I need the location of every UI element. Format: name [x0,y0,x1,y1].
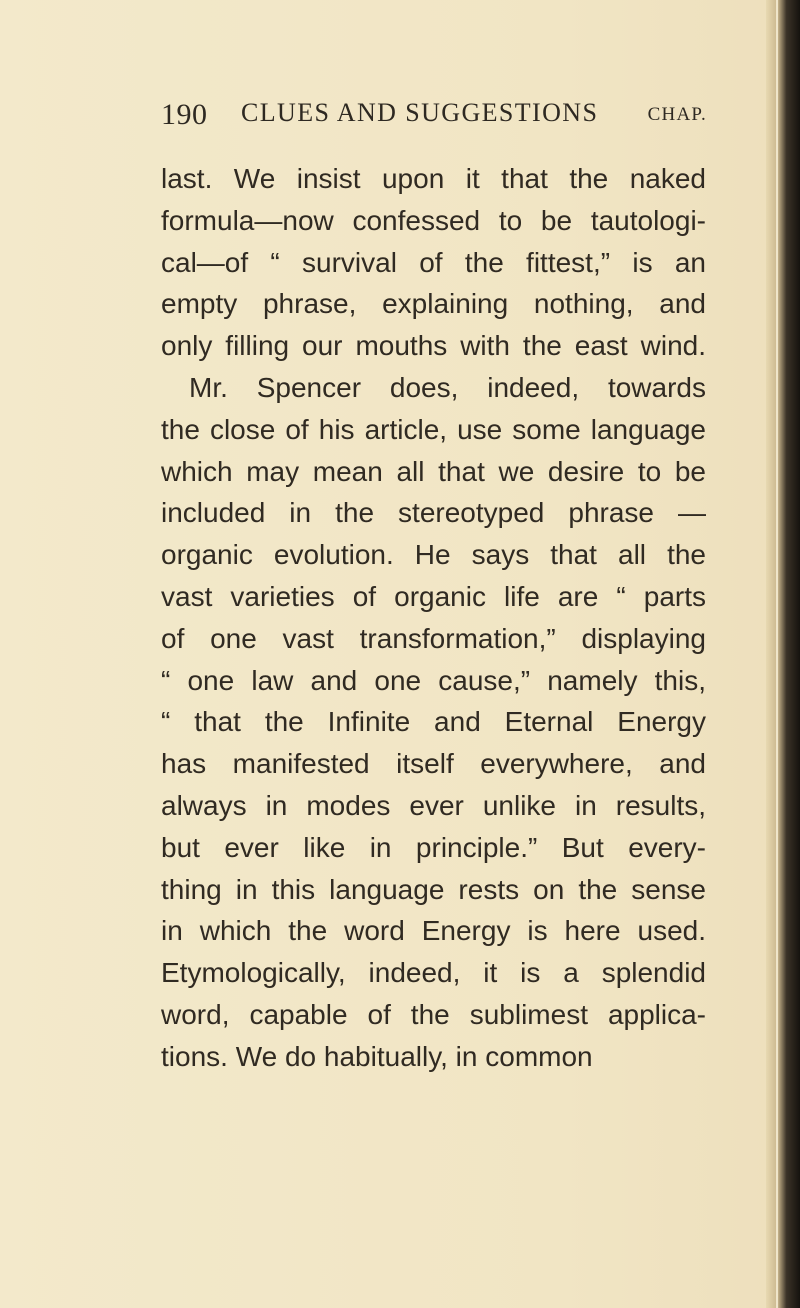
chapter-label: CHAP. [647,104,707,125]
text-line: last. We insist upon it that the naked [161,163,706,194]
text-line: thing in this language rests on the sense [161,873,706,905]
running-head: CLUES AND SUGGESTIONS [241,98,599,127]
page-number: 190 [161,98,208,131]
text-line-last: tions. We do habitually, in common [161,1040,593,1072]
page-header [161,98,707,142]
body-text [161,158,706,1078]
text-line: organic evolution. He says that all the [161,539,706,571]
text-line: empty phrase, explaining nothing, and [161,288,706,320]
text-line: vast varieties of organic life are “ parts [161,580,706,612]
text-line: “ that the Infinite and Eternal Energy [161,706,706,738]
text-line: cal—of “ survival of the fittest,” is an [161,246,706,278]
text-line: has manifested itself everywhere, and [161,748,706,780]
text-line: of one vast transformation,” displaying [161,622,706,654]
text-line: in which the word Energy is here used. [161,915,706,947]
text-line: which may mean all that we desire to be [161,455,706,487]
text-line: always in modes ever unlike in results, [161,789,706,821]
text-line: Etymologically, indeed, it is a splendid [161,957,706,989]
page-binding-edge [766,0,800,1308]
text-line: but ever like in principle.” But every- [161,831,706,863]
text-line: formula—now confessed to be tautologi- [161,204,706,236]
text-line: the close of his article, use some language [161,413,706,445]
text-line: only filling our mouths with the east wind. [161,330,706,362]
text-line: word, capable of the sublimest applica- [161,998,706,1030]
text-line: “ one law and one cause,” namely this, [161,664,706,696]
text-line: included in the stereotyped phrase — [161,497,706,529]
text-line-paragraph-start: Mr. Spencer does, indeed, towards [189,371,706,403]
